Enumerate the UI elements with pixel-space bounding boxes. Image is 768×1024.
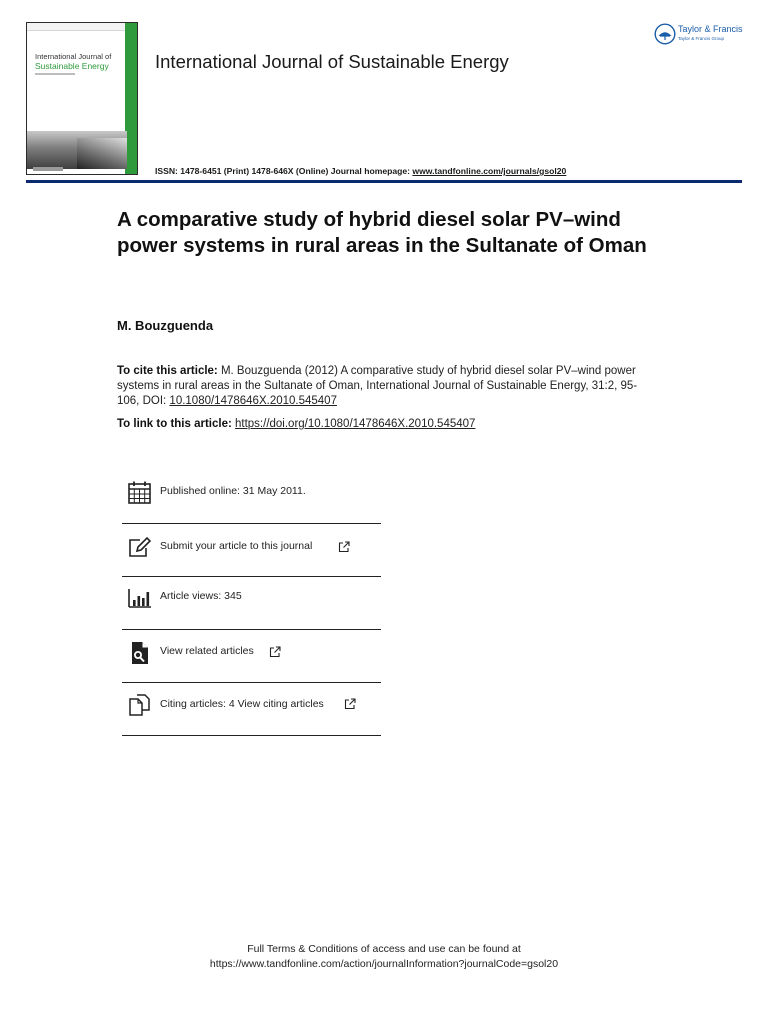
article-link-block [117,418,475,430]
header-divider [26,180,742,183]
issn-text: ISSN: 1478-6451 (Print) 1478-646X (Online) Journal homepage: [155,166,413,176]
footer-terms-text: Full Terms & Conditions of access and use can be found at [247,943,521,955]
cite-label: To cite this article: [117,365,218,377]
cover-title-line2: Sustainable Energy [35,61,109,71]
publisher-logo[interactable] [654,21,749,47]
cover-title-line1: International Journal of [35,52,112,61]
article-views-text: Article views: 345 [160,590,242,602]
publisher-emblem-icon [654,23,676,45]
published-online-row [122,472,381,512]
submit-article-row[interactable] [122,527,381,567]
article-author: M. Bouzguenda [117,318,214,333]
external-link-icon [338,541,350,553]
publisher-group: Taylor & Francis Group [678,36,725,41]
external-link-icon [269,646,281,658]
citing-articles-row[interactable] [122,685,381,725]
article-doi-link[interactable]: https://doi.org/10.1080/1478646X.2010.545407 [235,418,476,430]
related-articles-link[interactable]: View related articles [160,645,254,657]
footer-terms-link[interactable]: https://www.tandfonline.com/action/journalInformation?journalCode=gsol20 [209,958,559,970]
citation-block [117,364,657,409]
cite-doi-link[interactable]: 10.1080/1478646X.2010.545407 [169,395,337,407]
submit-article-link[interactable]: Submit your article to this journal [160,540,313,552]
link-label: To link to this article: [117,418,235,430]
edit-icon [127,535,153,561]
citing-articles-icon [127,693,153,719]
publisher-name: Taylor & Francis [678,24,743,34]
calendar-icon [127,480,153,506]
document-search-icon [127,640,153,666]
issn-line [155,166,566,176]
info-divider [122,629,381,630]
published-online-text: Published online: 31 May 2011. [160,485,306,497]
journal-cover-image [26,22,138,175]
footer [0,942,768,972]
external-link-icon [344,698,356,710]
article-title: A comparative study of hybrid diesel solar PV–wind power systems in rural areas in the Sultanate of Oman [117,208,647,257]
cite-text: M. Bouzguenda (2012) A comparative study of hybrid diesel solar PV–wind power systems in rural areas in the Sultanate of Oman, International Journal of Sustainable Energy, 31:2, 95-106, DOI: [117,365,638,407]
info-divider [122,735,381,736]
info-divider [122,523,381,524]
journal-title: International Journal of Sustainable Energy [155,51,509,72]
article-views-row [122,577,381,617]
related-articles-row[interactable] [122,632,381,672]
journal-homepage-link[interactable]: www.tandfonline.com/journals/gsol20 [412,166,567,176]
bar-chart-icon [127,585,153,611]
info-divider [122,682,381,683]
citing-articles-link[interactable]: Citing articles: 4 View citing articles [160,698,324,710]
